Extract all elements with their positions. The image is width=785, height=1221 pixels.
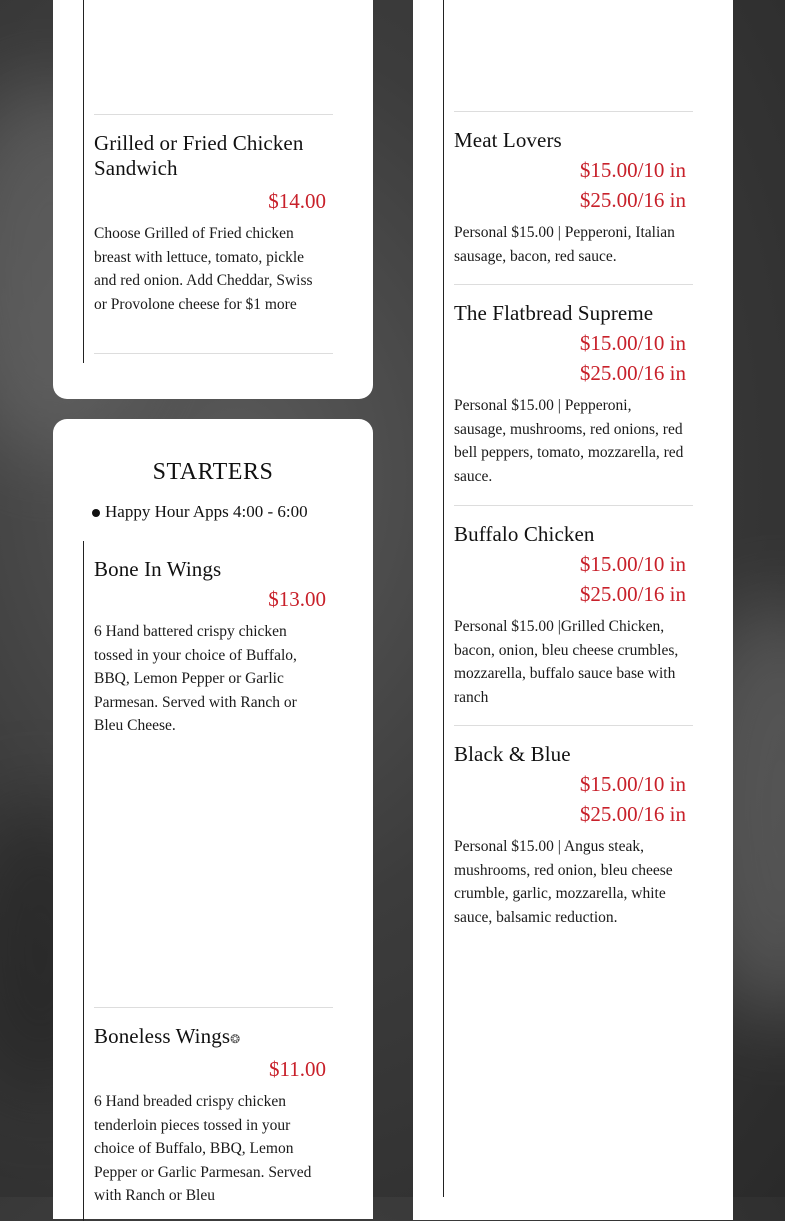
bullet-icon [92, 509, 100, 517]
happy-hour-note [92, 500, 308, 524]
item-divider [454, 725, 693, 726]
item-description: 6 Hand battered crispy chicken tossed in your choice of Buffalo, BBQ, Lemon Pepper or Garlic Parmesan. Served with Ranch or Bleu Cheese. [94, 623, 297, 735]
menu-item[interactable] [454, 301, 686, 488]
menu-item[interactable] [454, 742, 686, 929]
item-price: $14.00 [268, 189, 326, 213]
item-divider [454, 505, 693, 506]
item-divider [94, 1007, 333, 1008]
item-name: The Flatbread Supreme [454, 301, 654, 325]
card-left-rule [83, 0, 84, 363]
card-left-rule [443, 0, 444, 1197]
item-description: Personal $15.00 | Pepperoni, sausage, mushrooms, red onions, red bell peppers, tomato, mozzarella, red sauce. [454, 397, 684, 485]
item-divider [454, 284, 693, 285]
item-name-text: Boneless Wings [94, 1024, 231, 1048]
item-description: Personal $15.00 | Angus steak, mushrooms, red onion, bleu cheese crumble, garlic, mozzarella, white sauce, balsamic reduction. [454, 838, 673, 926]
item-description: Choose Grilled of Fried chicken breast with lettuce, tomato, pickle and red onion. Add Cheddar, Swiss or Provolone cheese for $1 more [94, 225, 313, 313]
item-price-large: $25.00/16 in [579, 802, 686, 826]
item-divider [94, 353, 333, 354]
item-price-large: $25.00/16 in [579, 582, 686, 606]
menu-item[interactable] [94, 131, 326, 316]
item-name: Buffalo Chicken [454, 522, 595, 546]
item-name: Meat Lovers [454, 128, 562, 152]
menu-item[interactable] [454, 128, 686, 268]
item-description: Personal $15.00 |Grilled Chicken, bacon, onion, bleu cheese crumbles, mozzarella, buffalo sauce base with ranch [454, 618, 679, 706]
item-name [94, 1024, 326, 1052]
item-name: Bone In Wings [94, 557, 222, 581]
item-divider [454, 111, 693, 112]
item-price: $13.00 [268, 587, 326, 611]
item-name: Grilled or Fried Chicken Sandwich [94, 131, 304, 180]
menu-item[interactable] [94, 557, 326, 738]
menu-item[interactable] [454, 522, 686, 709]
item-price-large: $25.00/16 in [579, 188, 686, 212]
card-left-rule [83, 541, 84, 1221]
section-title: STARTERS [152, 459, 274, 485]
item-description: 6 Hand breaded crispy chicken tenderloin pieces tossed in your choice of Buffalo, BBQ, Lemon Pepper or Garlic Parmesan. Served with Ranch or Bleu [94, 1093, 312, 1205]
item-price-large: $25.00/16 in [579, 361, 686, 385]
item-price: $11.00 [269, 1057, 326, 1081]
item-price-small: $15.00/10 in [579, 772, 686, 796]
item-divider [94, 114, 333, 115]
happy-hour-icon: ❂ [230, 1032, 241, 1046]
item-description: Personal $15.00 | Pepperoni, Italian sausage, bacon, red sauce. [454, 224, 675, 265]
item-price-small: $15.00/10 in [579, 331, 686, 355]
item-price-small: $15.00/10 in [579, 158, 686, 182]
menu-item[interactable] [94, 1024, 326, 1208]
item-name: Black & Blue [454, 742, 571, 766]
happy-hour-text: Happy Hour Apps 4:00 - 6:00 [105, 502, 308, 521]
item-price-small: $15.00/10 in [579, 552, 686, 576]
